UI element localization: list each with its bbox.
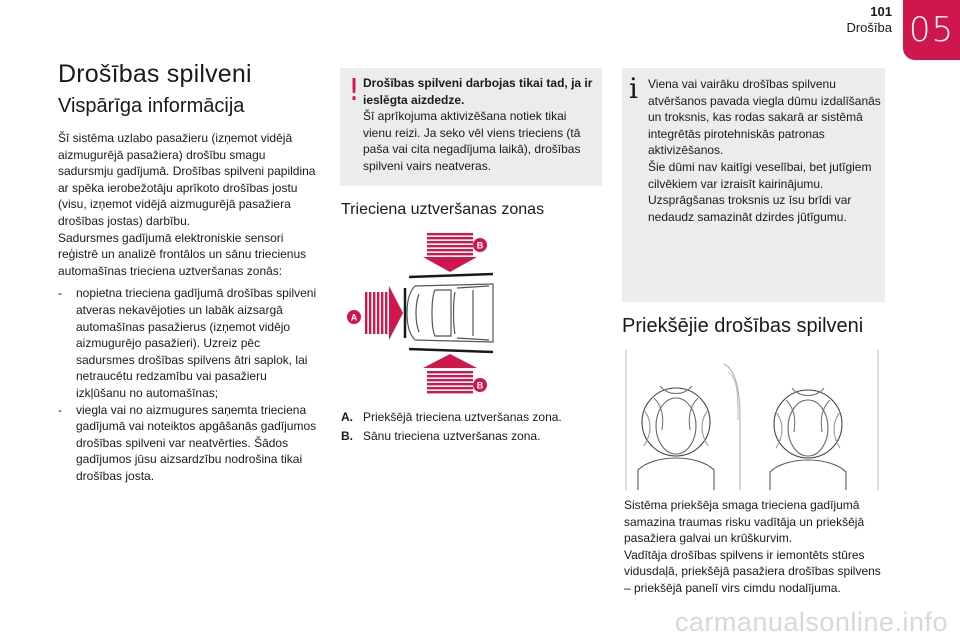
warning-text <box>363 75 595 175</box>
car-outline <box>407 284 493 342</box>
legend-text: Priekšējā trieciena uztveršanas zona. <box>363 410 562 424</box>
front-paragraph-2: Vadītāja drošības spilvens ir iemontēts stūres vidusdaļā, priekšējā pasažiera drošības spilvens – priekšējā panelī virs cimdu nodalījuma. <box>624 547 881 595</box>
zone-label-b: B <box>476 380 484 391</box>
bullet-dash: - <box>58 402 62 417</box>
info-paragraph-2: Šie dūmi nav kaitīgi veselībai, bet jutīgiem cilvēkiem var izraisīt kairinājumu. <box>648 159 872 191</box>
chapter-number: 05 <box>908 10 955 50</box>
legend-key: B. <box>341 429 353 443</box>
front-airbags-illustration <box>624 350 880 490</box>
front-airbags-text <box>624 497 886 597</box>
side-impact-arrow-bottom <box>423 354 477 393</box>
chapter-name: Drošība <box>846 20 892 35</box>
passenger-airbag <box>770 388 846 490</box>
intro-paragraph: Šī sistēma uzlabo pasažieru (izņemot vidējā aizmugurējā pasažiera) drošību smagu sadursmju gadījumā. Drošības spilveni papildina ar spēka ierobežotāju aprīkoto drošības jostu (visu, izņemot vidējā aizmugurējā pasažiera drošības jostas) darbību. <box>58 131 316 228</box>
list-item-text: viegla vai no aizmugures saņemta trieciena gadījumā vai noteiktos apgāšanās gadījumos drošības spilveni var neatvērties. Šādos gadījumos jūsu aizsardzību nodrošina tikai drošības josta. <box>76 402 317 483</box>
exclamation-icon: ! <box>347 73 361 108</box>
watermark: carmanualsonline.info <box>674 607 948 637</box>
legend-item <box>341 427 603 446</box>
zone-label-b: B <box>476 240 484 251</box>
list-item <box>58 285 320 401</box>
zone-label-b-bottom <box>473 378 487 392</box>
intro-paragraph-2: Sadursmes gadījumā elektroniskie sensori reģistrē un analizē frontālos un sānu triecienus automašīnas triecienа uztveršanas zonās: <box>58 230 307 278</box>
warning-body: Šī aprīkojuma aktivizēšana notiek tikai vienu reizi. Ja seko vēl viens trieciens (tā paša vai cita negadījuma laikā), drošības spilveni vairs neatveras. <box>363 109 581 173</box>
zones-title: Trieciena uztveršanas zonas <box>341 201 545 218</box>
bullet-list <box>58 285 320 484</box>
bullet-dash: - <box>58 286 62 301</box>
side-impact-arrow-top <box>423 233 477 272</box>
info-box <box>622 68 885 302</box>
car-impact-zones-diagram <box>343 228 495 396</box>
list-item-text: nopietna trieciena gadījumā drošības spilveni atveras nekavējoties un labāk aizsargā automašīnas pasažierus (izņemot vidējo aizmugurējo pasažieri). Uzreiz pēc sadursmes drošības spilvens ātri saplok, lai netraucētu redzamību vai pasažieru izkļūšanu no automašīnas; <box>76 286 317 400</box>
info-text <box>648 76 882 225</box>
legend-key: A. <box>341 410 353 424</box>
warning-bold-line: Drošības spilveni darbojas tikai tad, ja ir ieslēgta aizdedze. <box>363 76 593 107</box>
page-title: Drošības spilveni <box>58 60 252 88</box>
chapter-tab <box>903 0 960 60</box>
page-number: 101 <box>870 4 892 19</box>
front-airbags-title: Priekšējie drošības spilveni <box>622 315 864 337</box>
info-icon: i <box>629 72 638 105</box>
legend-item <box>341 408 603 427</box>
front-paragraph-1: Sistēma priekšēja smaga trieciena gadījumā samazina traumas risku vadītāja un priekšējā pasažiera galvai un krūškurvim. <box>624 498 865 546</box>
section-subtitle: Vispārīga informācija <box>58 95 245 117</box>
zones-legend <box>341 408 603 446</box>
left-column <box>58 60 320 484</box>
front-impact-arrow <box>365 286 403 340</box>
zone-label-a <box>347 310 361 324</box>
zone-label-a-text: A <box>350 312 358 323</box>
legend-text: Sānu trieciena uztveršanas zona. <box>363 429 541 443</box>
driver-airbag <box>638 386 714 490</box>
info-paragraph-3: Uzsprāgšanas troksnis uz īsu brīdi var nedaudz samazināt dzirdes jūtīgumu. <box>648 193 852 224</box>
info-paragraph-1: Viena vai vairāku drošības spilvenu atvēršanos pavada viegla dūmu izdalīšanās un troksnis, kas rodas sakarā ar sistēmā integrētās pirotehniskās patronas aktivizēšanos. <box>648 77 881 158</box>
list-item <box>58 402 320 485</box>
warning-box <box>340 68 602 186</box>
zone-label-b-top <box>473 238 487 252</box>
